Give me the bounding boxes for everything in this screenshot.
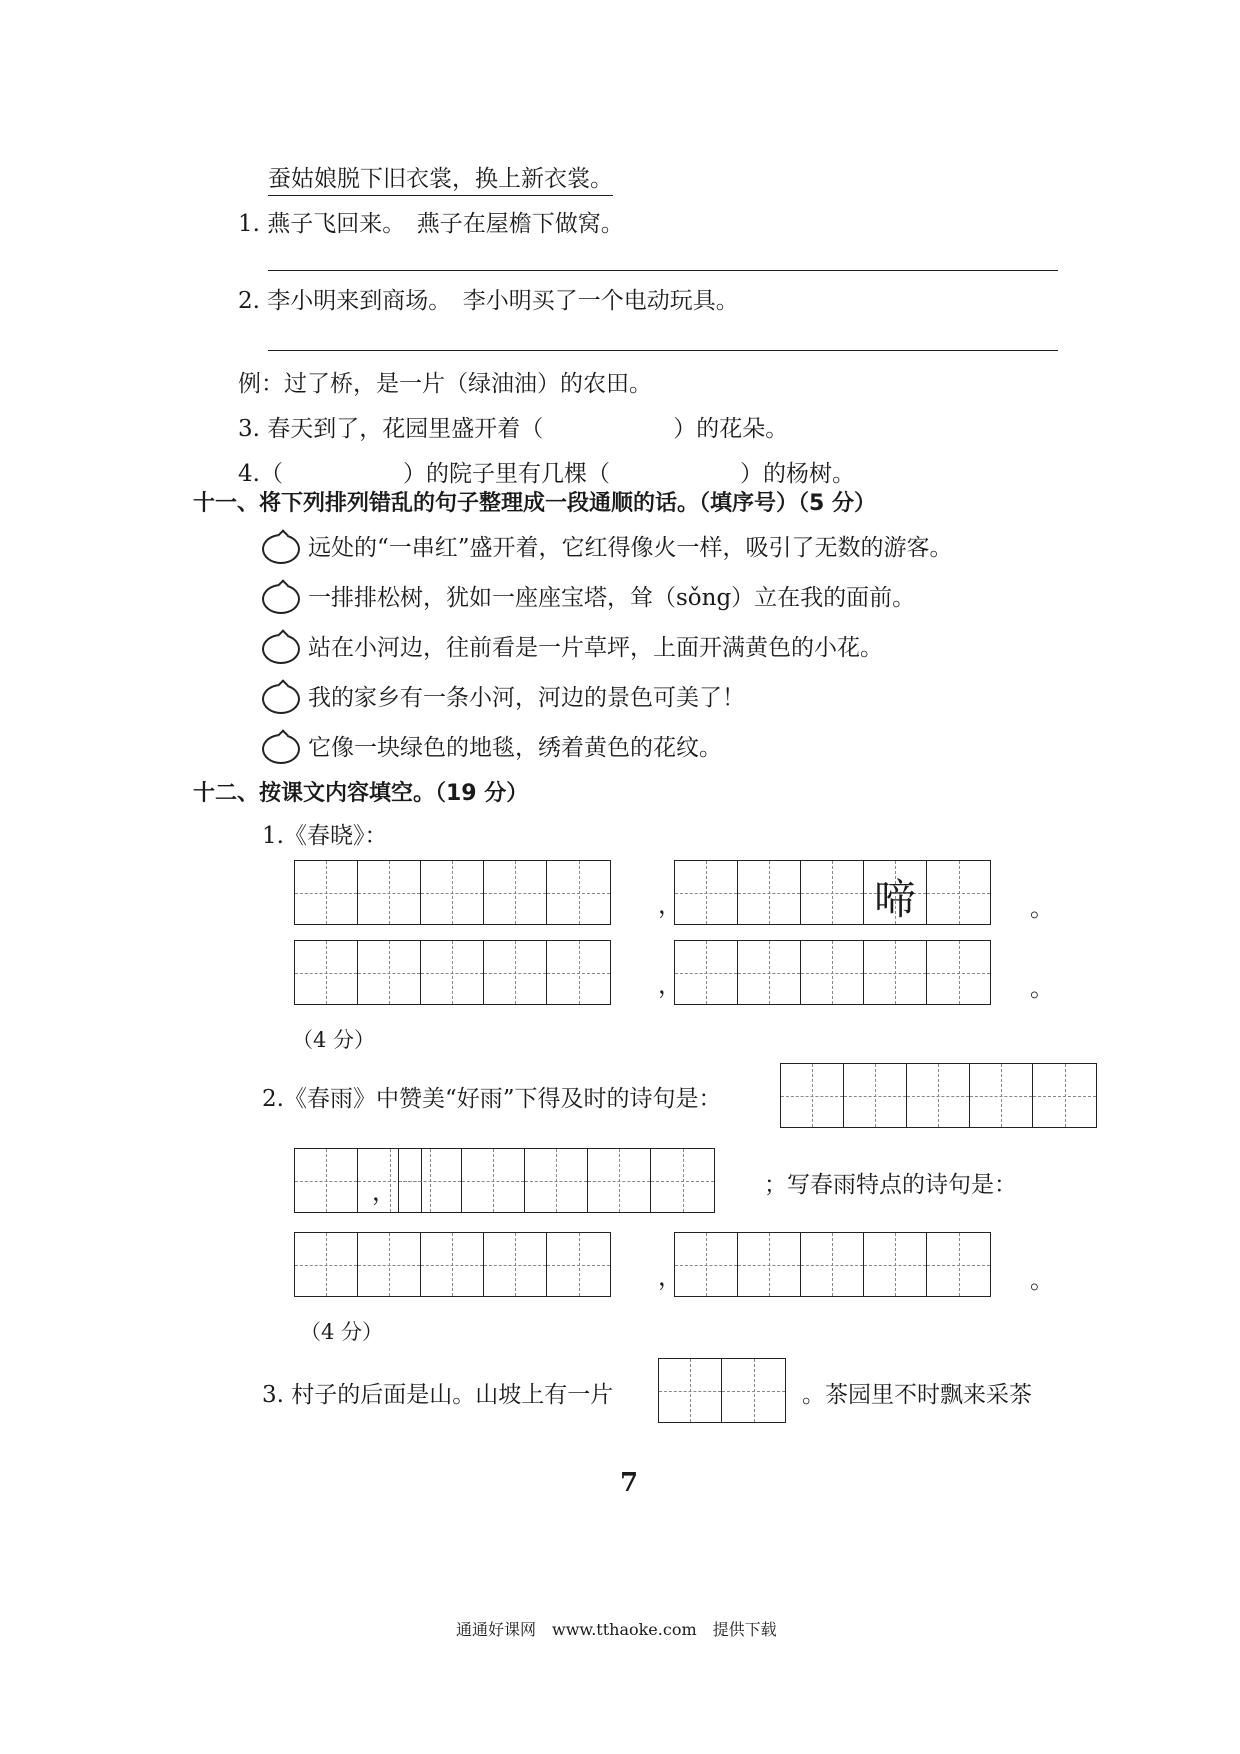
period-2: 。 xyxy=(1030,974,1054,1002)
order-oval-5[interactable] xyxy=(262,734,300,764)
sentence-item-4: 我的家乡有一条小河，河边的景色可美了！ xyxy=(308,685,745,711)
writing-grid-1b[interactable] xyxy=(674,860,991,925)
passage-3-pre: 3. 村子的后面是山。山坡上有一片 xyxy=(262,1382,614,1408)
comma-2: ， xyxy=(658,971,682,999)
question-1: 1. 燕子飞回来。 燕子在屋檐下做窝。 xyxy=(238,211,624,237)
comma-1: ， xyxy=(658,891,682,919)
writing-grid-1c[interactable] xyxy=(294,940,611,1005)
order-oval-1[interactable] xyxy=(262,534,300,564)
order-oval-3[interactable] xyxy=(262,634,300,664)
question-3-post: ）的花朵。 xyxy=(673,416,789,442)
writing-grid-1a[interactable] xyxy=(294,860,611,925)
question-2: 2. 李小明来到商场。 李小明买了一个电动玩具。 xyxy=(238,288,739,314)
answer-line-2[interactable] xyxy=(268,350,1058,351)
order-oval-4[interactable] xyxy=(262,684,300,714)
footer-text: 通通好课网 www.tthaoke.com 提供下载 xyxy=(456,1620,777,1639)
sentence-item-5: 它像一块绿色的地毯，绣着黄色的花纹。 xyxy=(308,735,722,761)
comma-3: ， xyxy=(372,1178,396,1206)
period-3: 。 xyxy=(1030,1266,1054,1294)
score-4-b: （4 分） xyxy=(300,1320,384,1344)
period-1: 。 xyxy=(1030,894,1054,922)
question-4-a: 4.（ xyxy=(238,461,283,487)
writing-grid-2e[interactable] xyxy=(674,1232,991,1297)
writing-grid-2d[interactable] xyxy=(294,1232,611,1297)
answer-line-1[interactable] xyxy=(268,270,1058,271)
section-11-title: 十一、将下列排列错乱的句子整理成一段通顺的话。（填序号）（5 分） xyxy=(193,491,876,516)
writing-grid-2c[interactable] xyxy=(398,1148,715,1213)
poem-2-label: 2.《春雨》中赞美“好雨”下得及时的诗句是： xyxy=(262,1086,722,1112)
sentence-item-1: 远处的“一串红”盛开着，它红得像火一样，吸引了无数的游客。 xyxy=(308,535,953,561)
comma-4: ， xyxy=(658,1263,682,1291)
poem-1-label: 1.《春晓》： xyxy=(262,823,388,849)
score-4-a: （4 分） xyxy=(292,1028,376,1052)
example-2: 例：过了桥，是一片（绿油油）的农田。 xyxy=(238,371,652,397)
example-sentence: 蚕姑娘脱下旧衣裳，换上新衣裳。 xyxy=(268,166,613,196)
question-4-b: ）的院子里有几棵（ xyxy=(402,461,610,487)
writing-grid-2a[interactable] xyxy=(780,1063,1097,1128)
writing-grid-3[interactable] xyxy=(658,1358,786,1423)
section-12-title: 十二、按课文内容填空。（19 分） xyxy=(193,781,529,806)
question-3-pre: 3. 春天到了，花园里盛开着（ xyxy=(238,416,544,442)
page-number: 7 xyxy=(620,1468,639,1498)
poem-2-mid: ；写春雨特点的诗句是： xyxy=(764,1172,1017,1198)
writing-grid-1d[interactable] xyxy=(674,940,991,1005)
order-oval-2[interactable] xyxy=(262,584,300,614)
sentence-item-3: 站在小河边，往前看是一片草坪，上面开满黄色的小花。 xyxy=(308,635,883,661)
given-character: 啼 xyxy=(873,875,916,924)
passage-3-post: 。茶园里不时飘来采茶 xyxy=(802,1382,1032,1408)
sentence-item-2: 一排排松树，犹如一座座宝塔，耸（sǒng）立在我的面前。 xyxy=(308,585,916,611)
question-4-c: ）的杨树。 xyxy=(739,461,855,487)
